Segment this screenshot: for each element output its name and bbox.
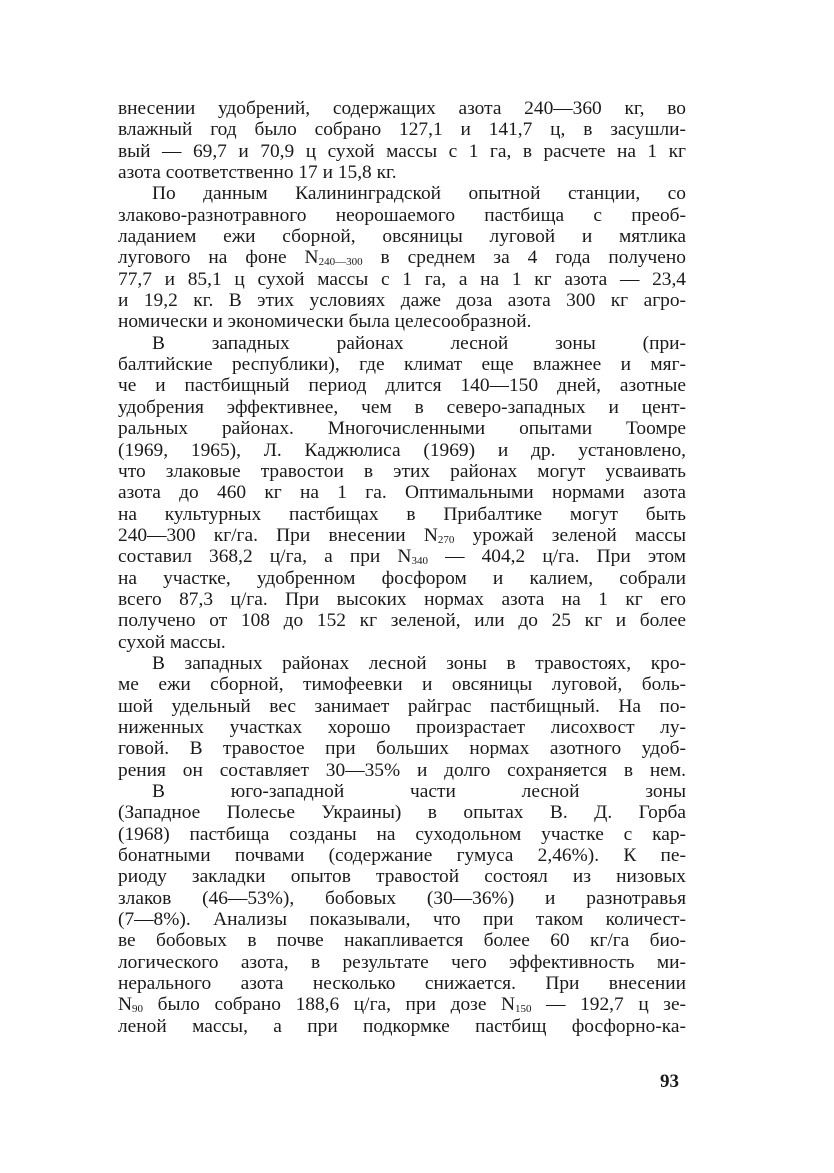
text-fragment: в среднем за 4 года получено bbox=[362, 247, 686, 269]
text-fragment: — 192,7 ц зе- bbox=[531, 994, 687, 1016]
text-line: на участке, удобренном фосфором и калием, собрали bbox=[118, 567, 686, 589]
text-line: В западных районах лесной зоны в травостоях, кро- bbox=[152, 652, 686, 674]
subscript: 340 bbox=[411, 555, 428, 568]
text-line bbox=[118, 247, 686, 268]
text-line: говой. В травостое при больших нормах азотного удоб- bbox=[118, 738, 686, 760]
text-line: По данным Калининградской опытной станции, со bbox=[152, 183, 686, 205]
text-line: азота до 460 кг на 1 га. Оптимальными нормами азота bbox=[118, 482, 686, 504]
text-line: влажный год было собрано 127,1 и 141,7 ц, в засушли- bbox=[118, 119, 686, 141]
text-line: нерального азота несколько снижается. При внесении bbox=[118, 973, 686, 995]
text-line: В западных районах лесной зоны (при- bbox=[152, 332, 686, 354]
subscript: 150 bbox=[515, 1003, 532, 1016]
text-line: (1969, 1965), Л. Каджюлиса (1969) и др. установлено, bbox=[118, 439, 686, 461]
text-line: на культурных пастбищах в Прибалтике могут быть bbox=[118, 503, 686, 525]
subscript: 90 bbox=[132, 1003, 144, 1016]
text-line: балтийские республики), где климат еще влажнее и мяг- bbox=[118, 354, 686, 376]
text-line: удобрения эффективнее, чем в северо-западных и цент- bbox=[118, 396, 686, 418]
body-text bbox=[118, 98, 686, 1037]
text-line: (1968) пастбища созданы на суходольном участке с кар- bbox=[118, 823, 686, 845]
text-line: В юго-западной части лесной зоны bbox=[152, 781, 686, 802]
text-line: вый — 69,7 и 70,9 ц сухой массы с 1 га, в расчете на 1 кг bbox=[118, 140, 686, 162]
text-line: (Западное Полесье Украины) в опытах В. Д. Горба bbox=[118, 802, 686, 824]
text-fragment: урожай зеленой массы bbox=[454, 524, 687, 546]
text-line: логического азота, в результате чего эффективность ми- bbox=[118, 951, 686, 973]
text-line: (7—8%). Анализы показывали, что при таком количест- bbox=[118, 909, 686, 931]
text-line: получено от 108 до 152 кг зеленой, или до 25 кг и более bbox=[118, 610, 686, 632]
text-fragment: 240—300 кг/га. При внесении N bbox=[118, 524, 438, 546]
text-line: ладанием ежи сборной, овсяницы луговой и мятлика bbox=[118, 226, 686, 248]
text-line: ме ежи сборной, тимофеевки и овсяницы луговой, боль- bbox=[118, 674, 686, 696]
text-line bbox=[118, 546, 686, 567]
text-line: рения он составляет 30—35% и долго сохраняется в нем. bbox=[118, 759, 686, 781]
text-line: всего 87,3 ц/га. При высоких нормах азота на 1 кг его bbox=[118, 588, 686, 610]
text-line: злаково-разнотравного неорошаемого пастбища с преоб- bbox=[118, 204, 686, 226]
text-line: риоду закладки опытов травостой состоял из низовых bbox=[118, 866, 686, 888]
text-line: шой удельный вес занимает райграс пастбищный. На по- bbox=[118, 695, 686, 717]
text-line: ниженных участках хорошо произрастает лисохвост лу- bbox=[118, 716, 686, 738]
text-line bbox=[118, 525, 686, 546]
text-line: 77,7 и 85,1 ц сухой массы с 1 га, а на 1 кг азота — 23,4 bbox=[118, 268, 686, 290]
text-line bbox=[118, 994, 686, 1015]
text-line: сухой массы. bbox=[118, 631, 226, 653]
text-line: злаков (46—53%), бобовых (30—36%) и разнотравья bbox=[118, 887, 686, 909]
text-line: че и пастбищный период длится 140—150 дней, азотные bbox=[118, 375, 686, 397]
text-line: азота соответственно 17 и 15,8 кг. bbox=[118, 162, 397, 184]
text-fragment: — 404,2 ц/га. При этом bbox=[427, 546, 686, 568]
text-fragment: лугового на фоне N bbox=[118, 247, 319, 269]
text-line: ве бобовых в почве накапливается более 60 кг/га био- bbox=[118, 930, 686, 952]
text-line: и 19,2 кг. В этих условиях даже доза азота 300 кг агро- bbox=[118, 290, 686, 312]
text-line: внесении удобрений, содержащих азота 240—360 кг, во bbox=[118, 98, 686, 119]
text-fragment: было собрано 188,6 ц/га, при дозе N bbox=[143, 994, 516, 1016]
text-line: что злаковые травостои в этих районах могут усваивать bbox=[118, 460, 686, 482]
text-line: номически и экономически была целесообразной. bbox=[118, 311, 532, 333]
subscript: 270 bbox=[437, 533, 455, 546]
text-line: ральных районах. Многочисленными опытами Тоомре bbox=[118, 418, 686, 440]
text-fragment: составил 368,2 ц/га, а при N bbox=[118, 546, 412, 568]
subscript: 240—300 bbox=[318, 256, 363, 269]
text-line: леной массы, а при подкормке пастбищ фосфорно-ка- bbox=[118, 1015, 686, 1037]
text-line: бонатными почвами (содержание гумуса 2,46%). К пе- bbox=[118, 845, 686, 867]
page-number: 93 bbox=[660, 1071, 679, 1092]
text-fragment: N bbox=[118, 994, 133, 1016]
